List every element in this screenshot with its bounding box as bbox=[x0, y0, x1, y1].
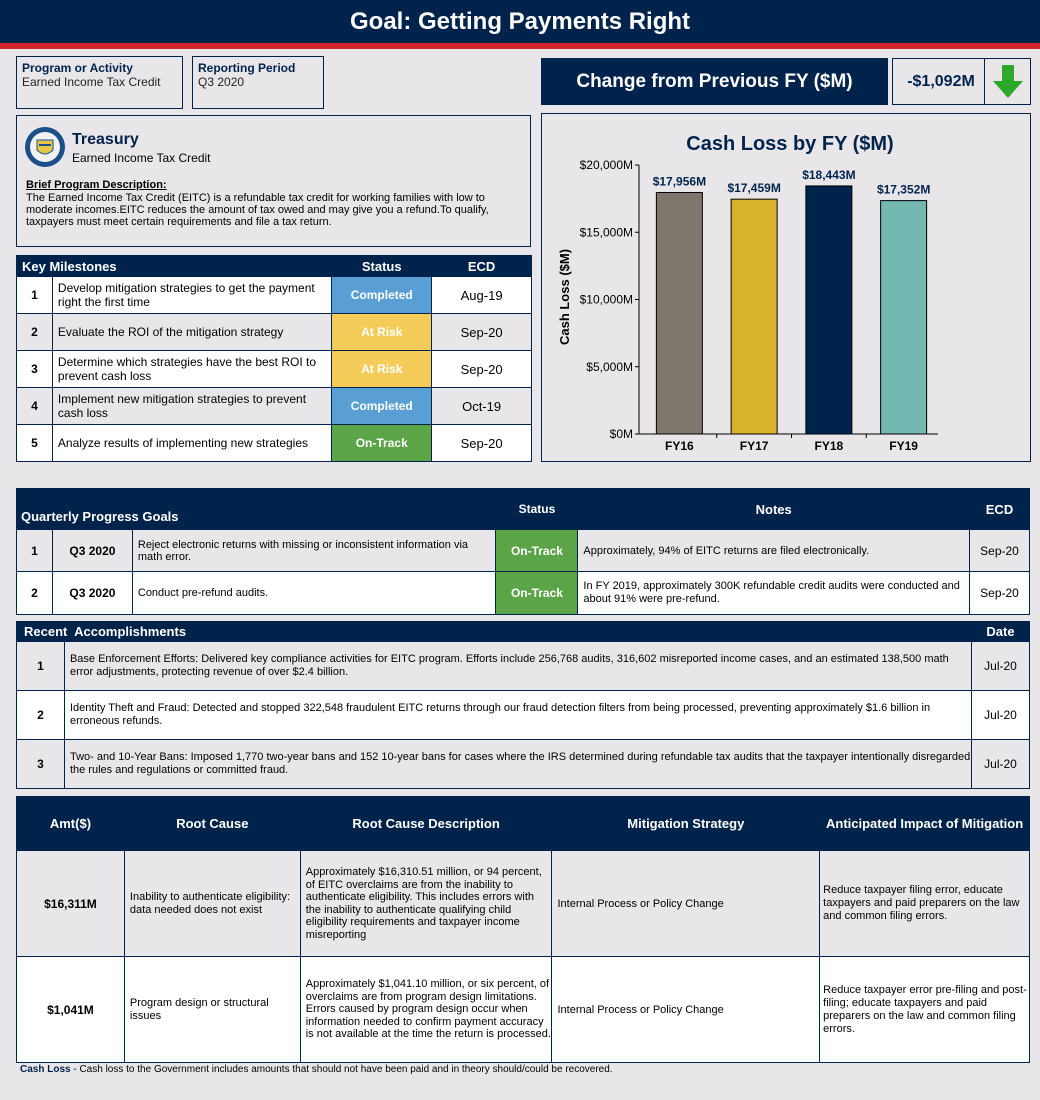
footnote-text: - Cash loss to the Government includes amounts that should not have been paid and in theory should/could be recovered. bbox=[70, 1064, 613, 1075]
x-tick-label: FY18 bbox=[814, 439, 844, 453]
status-badge: Completed bbox=[332, 388, 432, 425]
period-box bbox=[192, 56, 324, 109]
table-row bbox=[17, 572, 1030, 615]
ecd-value: Sep-20 bbox=[970, 572, 1030, 615]
ecd-value: Sep-20 bbox=[432, 314, 532, 351]
date-value: Jul-20 bbox=[972, 740, 1030, 789]
accomplishments-date-header: Date bbox=[972, 622, 1030, 642]
root-cause-description: Approximately $1,041.10 million, or six percent, of overclaims are from program design limitations. Errors caused by program design occur when information needed to confirm payment accuracy is not available at the time the return is processed. bbox=[300, 957, 552, 1063]
chart-title: Cash Loss by FY ($M) bbox=[686, 133, 894, 155]
accomplishment-text: Identity Theft and Fraud: Detected and stopped 322,548 fraudulent EITC returns through our fraud detection filters from being processed, preventing approximately $1.6 billion in erroneous refunds. bbox=[64, 691, 971, 740]
table-row bbox=[17, 691, 1030, 740]
milestones-status-header: Status bbox=[332, 256, 432, 277]
root-cause-description-header: Root Cause Description bbox=[300, 797, 552, 851]
footnote-term: Cash Loss bbox=[20, 1064, 71, 1075]
table-row bbox=[17, 851, 1030, 957]
status-badge: Completed bbox=[332, 277, 432, 314]
y-tick-label: $0M bbox=[609, 427, 633, 441]
ecd-value: Aug-19 bbox=[432, 277, 532, 314]
milestone-text: Evaluate the ROI of the mitigation strategy bbox=[52, 314, 331, 351]
notes-text: Approximately, 94% of EITC returns are filed electronically. bbox=[578, 530, 970, 572]
mitigation-strategy-header: Mitigation Strategy bbox=[552, 797, 820, 851]
table-row bbox=[17, 530, 1030, 572]
milestones-table bbox=[16, 255, 532, 462]
table-row bbox=[17, 388, 532, 425]
quarterly-notes-header: Notes bbox=[578, 489, 970, 530]
quarterly-header: Quarterly Progress Goals bbox=[17, 489, 496, 530]
row-number: 2 bbox=[17, 572, 53, 615]
arrow-down-icon bbox=[984, 59, 1030, 104]
program-box bbox=[16, 56, 183, 109]
accomplishment-text: Two- and 10-Year Bans: Imposed 1,770 two-year bans and 152 10-year bans for cases where the IRS determined during refundable tax audits that the taxpayer intentionally disregarded the rules and regulations or committed fraud. bbox=[64, 740, 971, 789]
y-tick-label: $5,000M bbox=[586, 359, 633, 374]
row-number: 3 bbox=[17, 351, 53, 388]
root-cause-text: Program design or structural issues bbox=[124, 957, 300, 1063]
bar-fy18 bbox=[806, 186, 852, 434]
quarter-value: Q3 2020 bbox=[52, 530, 132, 572]
table-row bbox=[17, 957, 1030, 1063]
status-badge: On-Track bbox=[496, 530, 578, 572]
anticipated-impact: Reduce taxpayer error pre-filing and post-filing; educate taxpayers and paid preparers on the law and common filing errors. bbox=[820, 957, 1030, 1063]
description-text: The Earned Income Tax Credit (EITC) is a refundable tax credit for working families with low to moderate incomes.EITC reduces the amount of tax owed and may give you a refund.To qualify, taxpayers must meet certain requirements and file a tax return. bbox=[26, 192, 489, 228]
bar-fy16 bbox=[656, 192, 702, 434]
table-row bbox=[17, 351, 532, 388]
date-value: Jul-20 bbox=[972, 691, 1030, 740]
cash-loss-chart-panel bbox=[541, 113, 1031, 462]
bar-fy17 bbox=[731, 199, 777, 434]
agency-name: Treasury bbox=[72, 131, 139, 148]
ecd-value: Sep-20 bbox=[970, 530, 1030, 572]
milestone-text: Analyze results of implementing new strategies bbox=[52, 425, 331, 462]
table-row bbox=[17, 314, 532, 351]
change-label: Change from Previous FY ($M) bbox=[541, 58, 888, 105]
row-number: 5 bbox=[17, 425, 53, 462]
page-title: Goal: Getting Payments Right bbox=[0, 0, 1040, 43]
ecd-value: Sep-20 bbox=[432, 351, 532, 388]
quarterly-status-header: Status bbox=[496, 489, 578, 530]
mitigation-strategy: Internal Process or Policy Change bbox=[552, 957, 820, 1063]
y-tick-label: $20,000M bbox=[579, 158, 633, 172]
x-tick-label: FY19 bbox=[889, 439, 918, 453]
ecd-value: Sep-20 bbox=[432, 425, 532, 462]
table-row bbox=[17, 642, 1030, 691]
treasury-seal-icon bbox=[24, 126, 66, 168]
anticipated-impact: Reduce taxpayer filing error, educate taxpayers and paid preparers on the law and common filing errors. bbox=[820, 851, 1030, 957]
milestones-header: Key Milestones bbox=[17, 256, 332, 277]
program-description-panel bbox=[16, 115, 531, 247]
goal-text: Reject electronic returns with missing or inconsistent information via math error. bbox=[132, 530, 496, 572]
x-tick-label: FY17 bbox=[739, 439, 769, 453]
program-label: Program or Activity bbox=[22, 61, 133, 75]
notes-text: In FY 2019, approximately 300K refundable credit audits were conducted and about 91% were pre-refund. bbox=[578, 572, 970, 615]
bar-data-label: $17,352M bbox=[876, 182, 931, 197]
root-cause-header: Root Cause bbox=[124, 797, 300, 851]
amount-value: $16,311M bbox=[17, 851, 125, 957]
accomplishment-text: Base Enforcement Efforts: Delivered key compliance activities for EITC program. Efforts include 256,768 audits, 316,602 misreported income cases, and an estimated 138,500 math error adjustments, protecting revenue of over $2.4 billion. bbox=[64, 642, 971, 691]
bar-data-label: $17,956M bbox=[652, 174, 707, 189]
description-label: Brief Program Description: bbox=[26, 179, 167, 191]
row-number: 4 bbox=[17, 388, 53, 425]
milestones-ecd-header: ECD bbox=[432, 256, 532, 277]
change-value: -$1,092M bbox=[907, 73, 975, 90]
date-value: Jul-20 bbox=[972, 642, 1030, 691]
status-badge: At Risk bbox=[332, 351, 432, 388]
milestone-text: Determine which strategies have the best ROI to prevent cash loss bbox=[52, 351, 331, 388]
status-badge: On-Track bbox=[332, 425, 432, 462]
table-row bbox=[17, 425, 532, 462]
row-number: 1 bbox=[17, 277, 53, 314]
chart-y-axis-label: Cash Loss ($M) bbox=[557, 248, 572, 346]
quarterly-ecd-header: ECD bbox=[970, 489, 1030, 530]
row-number: 1 bbox=[17, 530, 53, 572]
program-value: Earned Income Tax Credit bbox=[22, 75, 161, 89]
accomplishments-header: Recent Accomplishments bbox=[17, 622, 972, 642]
root-cause-text: Inability to authenticate eligibility: data needed does not exist bbox=[124, 851, 300, 957]
amount-value: $1,041M bbox=[17, 957, 125, 1063]
mitigation-strategy: Internal Process or Policy Change bbox=[552, 851, 820, 957]
x-tick-label: FY16 bbox=[665, 439, 694, 453]
bar-fy19 bbox=[881, 201, 927, 434]
bar-data-label: $18,443M bbox=[802, 167, 856, 182]
status-badge: On-Track bbox=[496, 572, 578, 615]
y-tick-label: $15,000M bbox=[579, 225, 633, 240]
footnote bbox=[20, 1064, 613, 1075]
milestone-text: Develop mitigation strategies to get the payment right the first time bbox=[52, 277, 331, 314]
row-number: 2 bbox=[17, 314, 53, 351]
header-accent-bar bbox=[0, 43, 1040, 49]
ecd-value: Oct-19 bbox=[432, 388, 532, 425]
row-number: 2 bbox=[17, 691, 65, 740]
anticipated-impact-header: Anticipated Impact of Mitigation bbox=[820, 797, 1030, 851]
status-badge: At Risk bbox=[332, 314, 432, 351]
root-cause-description: Approximately $16,310.51 million, or 94 percent, of EITC overclaims are from the inability to authenticate eligibility. This includes errors with the inability to authenticate qualifying child eligibility requirements and taxpayer income misreporting bbox=[300, 851, 552, 957]
quarterly-goals-table bbox=[16, 488, 1030, 615]
bar-data-label: $17,459M bbox=[727, 181, 781, 196]
row-number: 3 bbox=[17, 740, 65, 789]
root-cause-table bbox=[16, 796, 1030, 1063]
y-tick-label: $10,000M bbox=[579, 292, 633, 307]
accomplishments-table bbox=[16, 621, 1030, 789]
table-row bbox=[17, 277, 532, 314]
period-label: Reporting Period bbox=[198, 61, 296, 75]
milestone-text: Implement new mitigation strategies to prevent cash loss bbox=[52, 388, 331, 425]
table-row bbox=[17, 740, 1030, 789]
agency-program: Earned Income Tax Credit bbox=[72, 151, 211, 165]
quarter-value: Q3 2020 bbox=[52, 572, 132, 615]
amount-header: Amt($) bbox=[17, 797, 125, 851]
period-value: Q3 2020 bbox=[198, 75, 245, 89]
cash-loss-chart bbox=[542, 114, 1030, 461]
row-number: 1 bbox=[17, 642, 65, 691]
goal-text: Conduct pre-refund audits. bbox=[132, 572, 496, 615]
